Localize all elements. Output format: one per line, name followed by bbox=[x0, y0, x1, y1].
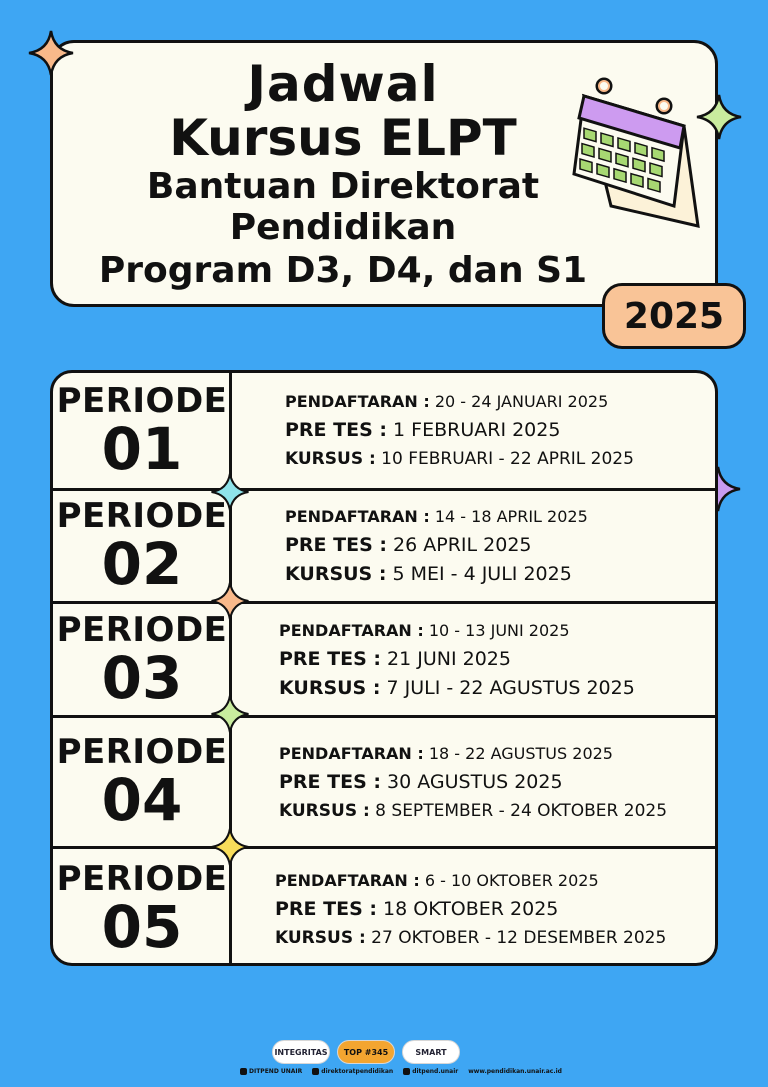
title-line-1: Jadwal bbox=[247, 55, 439, 113]
calendar-icon bbox=[566, 66, 716, 231]
registration-value: 10 - 13 JUNI 2025 bbox=[423, 620, 570, 640]
facebook-icon bbox=[403, 1068, 410, 1075]
website-url: www.pendidikan.unair.ac.id bbox=[468, 1068, 562, 1075]
registration-line bbox=[285, 388, 634, 416]
youtube-handle: DITPEND UNAIR bbox=[249, 1068, 303, 1075]
period-label: PERIODE bbox=[56, 732, 228, 772]
pretest-line bbox=[279, 768, 667, 797]
registration-key: PENDAFTARAN : bbox=[279, 620, 424, 640]
star-green-icon bbox=[209, 693, 251, 735]
pretest-value: 30 AGUSTUS 2025 bbox=[381, 770, 563, 793]
pretest-key: PRE TES : bbox=[279, 647, 381, 670]
pretest-line bbox=[279, 645, 635, 674]
registration-line bbox=[279, 740, 667, 768]
period-label: PERIODE bbox=[56, 496, 228, 536]
period-details bbox=[275, 849, 666, 966]
pretest-line bbox=[285, 416, 634, 445]
pretest-key: PRE TES : bbox=[285, 534, 387, 556]
smart-logo: SMART bbox=[402, 1040, 460, 1064]
website-link[interactable] bbox=[468, 1068, 562, 1075]
title-line-2: Kursus ELPT bbox=[169, 109, 517, 167]
period-number: 05 bbox=[101, 893, 183, 961]
registration-value: 20 - 24 JANUARI 2025 bbox=[429, 392, 609, 411]
pretest-line bbox=[285, 531, 588, 560]
period-details bbox=[285, 373, 634, 488]
period-row-03 bbox=[53, 604, 715, 718]
registration-line bbox=[285, 503, 588, 531]
course-key: KURSUS : bbox=[279, 800, 370, 821]
integritas-logo: INTEGRITAS bbox=[272, 1040, 330, 1064]
social-links bbox=[240, 1068, 562, 1075]
period-number: 04 bbox=[101, 766, 183, 834]
pretest-value: 1 FEBRUARI 2025 bbox=[387, 419, 561, 441]
course-line bbox=[279, 797, 667, 825]
period-row-02 bbox=[53, 491, 715, 604]
registration-key: PENDAFTARAN : bbox=[275, 870, 420, 890]
pretest-value: 26 APRIL 2025 bbox=[387, 534, 532, 556]
period-row-04 bbox=[53, 718, 715, 849]
registration-line bbox=[275, 867, 666, 895]
registration-value: 18 - 22 AGUSTUS 2025 bbox=[423, 743, 613, 763]
course-value: 7 JULI - 22 AGUSTUS 2025 bbox=[380, 676, 635, 699]
footer bbox=[0, 1036, 768, 1086]
period-label: PERIODE bbox=[56, 859, 228, 899]
course-key: KURSUS : bbox=[279, 676, 381, 699]
period-label: PERIODE bbox=[56, 609, 228, 650]
course-value: 5 MEI - 4 JULI 2025 bbox=[386, 563, 572, 585]
year-badge: 2025 bbox=[602, 283, 746, 349]
star-orange-icon bbox=[209, 580, 251, 622]
course-value: 27 OKTOBER - 12 DESEMBER 2025 bbox=[365, 927, 667, 948]
star-green-icon bbox=[694, 92, 744, 142]
course-line bbox=[275, 924, 666, 952]
period-row-01 bbox=[53, 373, 715, 491]
instagram-handle: direktoratpendidikan bbox=[321, 1068, 394, 1075]
registration-key: PENDAFTARAN : bbox=[279, 743, 424, 763]
star-cyan-icon bbox=[209, 471, 251, 513]
course-line bbox=[285, 560, 588, 589]
pretest-key: PRE TES : bbox=[275, 897, 377, 920]
schedule-table bbox=[50, 370, 718, 966]
course-line bbox=[285, 445, 634, 473]
title-block bbox=[73, 57, 613, 293]
star-orange-icon bbox=[26, 28, 76, 78]
youtube-icon bbox=[240, 1068, 247, 1075]
registration-value: 14 - 18 APRIL 2025 bbox=[429, 507, 588, 526]
facebook-link[interactable] bbox=[403, 1068, 458, 1075]
course-key: KURSUS : bbox=[285, 563, 387, 585]
instagram-link[interactable] bbox=[312, 1068, 393, 1075]
registration-key: PENDAFTARAN : bbox=[285, 392, 430, 411]
period-row-05 bbox=[53, 849, 715, 966]
period-cell bbox=[53, 849, 231, 966]
period-cell bbox=[53, 373, 231, 488]
pretest-key: PRE TES : bbox=[279, 770, 381, 793]
period-details bbox=[285, 491, 588, 601]
pretest-key: PRE TES : bbox=[285, 419, 387, 441]
period-cell bbox=[53, 604, 231, 715]
course-value: 8 SEPTEMBER - 24 OKTOBER 2025 bbox=[369, 800, 668, 821]
course-value: 10 FEBRUARI - 22 APRIL 2025 bbox=[375, 449, 634, 469]
top-logo: TOP #345 bbox=[337, 1040, 395, 1064]
title-line-3: Bantuan Direktorat bbox=[146, 166, 540, 207]
period-cell bbox=[53, 491, 231, 601]
youtube-link[interactable] bbox=[240, 1068, 302, 1075]
title-line-4: Pendidikan bbox=[229, 207, 457, 248]
course-key: KURSUS : bbox=[285, 449, 376, 469]
registration-key: PENDAFTARAN : bbox=[285, 507, 430, 526]
pretest-line bbox=[275, 895, 666, 924]
pretest-value: 18 OKTOBER 2025 bbox=[377, 897, 559, 920]
star-yellow-icon bbox=[209, 826, 251, 868]
instagram-icon bbox=[312, 1068, 319, 1075]
course-key: KURSUS : bbox=[275, 927, 366, 948]
period-number: 02 bbox=[101, 530, 183, 598]
course-line bbox=[279, 674, 635, 703]
period-label: PERIODE bbox=[56, 380, 228, 421]
pretest-value: 21 JUNI 2025 bbox=[381, 647, 511, 670]
period-details bbox=[279, 718, 667, 846]
period-number: 01 bbox=[101, 414, 183, 483]
registration-value: 6 - 10 OKTOBER 2025 bbox=[419, 870, 599, 890]
period-number: 03 bbox=[101, 643, 183, 712]
facebook-handle: ditpend.unair bbox=[412, 1068, 459, 1075]
period-cell bbox=[53, 718, 231, 846]
period-details bbox=[279, 604, 635, 715]
title-line-5: Program D3, D4, dan S1 bbox=[98, 250, 588, 291]
registration-line bbox=[279, 617, 635, 645]
